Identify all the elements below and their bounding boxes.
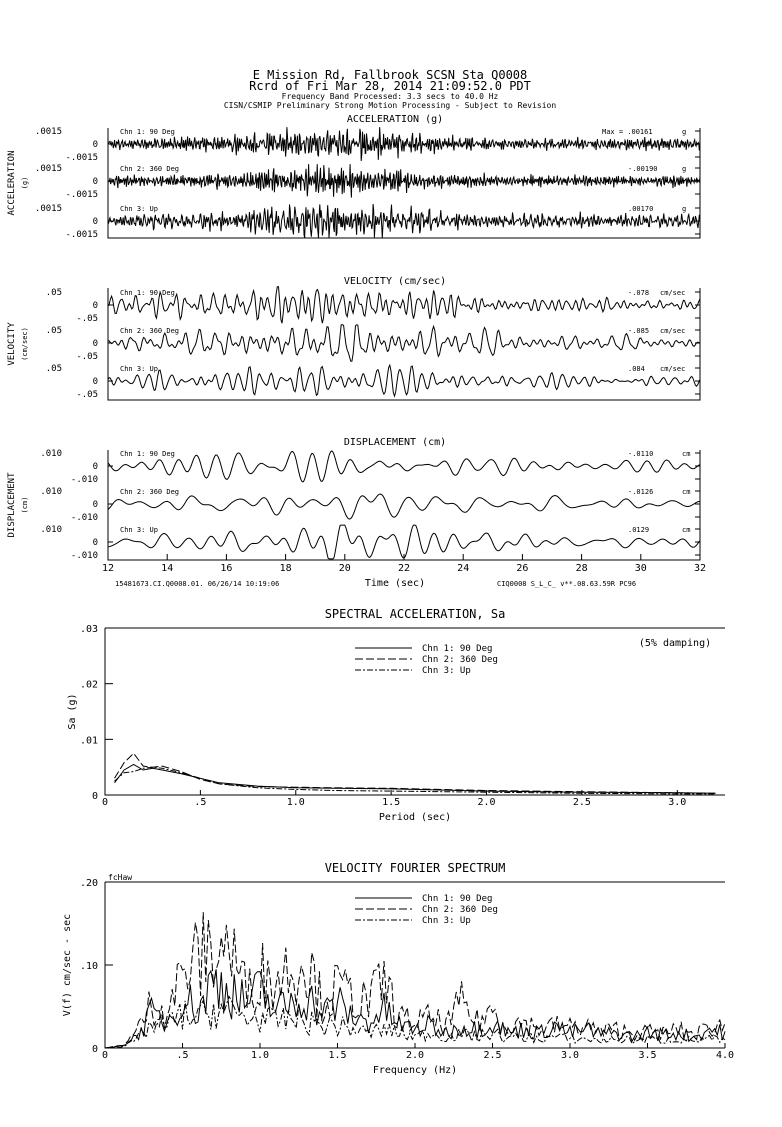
y-tick-label: .05: [45, 364, 62, 374]
y-tick-label: 0: [92, 462, 98, 472]
channel-label: Chn 3: Up: [120, 365, 158, 373]
side-label: VELOCITY: [7, 322, 17, 366]
x-tick-label: 4.0: [715, 1050, 735, 1061]
peak-value: .084: [628, 365, 645, 373]
peak-unit: g: [682, 165, 687, 173]
peak-value: -.0110: [628, 450, 654, 458]
y-tick-label: .010: [40, 525, 62, 535]
x-tick-label: 3.0: [560, 1050, 580, 1061]
y-tick-label: .0015: [34, 204, 62, 214]
y-tick-label: .01: [79, 735, 98, 747]
time-axis-label: Time (sec): [364, 578, 426, 589]
y-tick-label: 0: [92, 301, 98, 311]
waveform-trace: [108, 325, 700, 361]
waveform-trace: [108, 164, 700, 198]
axes: [105, 628, 725, 795]
peak-value: -.00190: [628, 165, 658, 173]
y-tick-label: 0: [92, 538, 98, 548]
legend-label-1: Chn 1: 90 Deg: [422, 644, 493, 654]
y-tick-label: -.0015: [65, 153, 98, 163]
y-tick-label: 0: [91, 1044, 98, 1055]
x-tick-label: 2.5: [572, 797, 591, 808]
y-tick-label: .010: [40, 449, 62, 459]
legend-label-2: Chn 2: 360 Deg: [422, 655, 498, 665]
x-tick-label: 2.5: [483, 1050, 502, 1061]
time-tick-label: 30: [634, 563, 647, 574]
panel-frame: [108, 450, 700, 560]
y-tick-label: 0: [92, 217, 98, 227]
waveform-trace: [108, 525, 700, 559]
legend-label-1: Chn 1: 90 Deg: [422, 894, 493, 904]
velocity-fourier-spectrum-chart: [62, 861, 734, 1076]
time-tick-label: 12: [101, 563, 115, 574]
processing-note: CISN/CSMIP Preliminary Strong Motion Processing - Subject to Revision: [223, 101, 557, 110]
spectral-acceleration-chart: [67, 607, 725, 823]
waveform-trace: [108, 451, 700, 482]
y-axis-label: Sa (g): [67, 693, 78, 730]
y-tick-label: -.010: [70, 513, 98, 523]
peak-value: .00170: [628, 205, 654, 213]
y-tick-label: 0: [92, 500, 98, 510]
time-tick-label: 18: [279, 563, 292, 574]
x-tick-label: 1.5: [382, 797, 401, 808]
y-tick-label: .05: [45, 288, 62, 298]
series-line-2: [115, 753, 716, 793]
y-tick-label: .02: [79, 679, 98, 691]
y-tick-label: 0: [92, 140, 98, 150]
peak-unit: cm/sec: [660, 365, 686, 373]
channel-label: Chn 2: 360 Deg: [120, 327, 180, 335]
x-tick-label: .5: [194, 797, 207, 808]
axes: [105, 882, 725, 1048]
y-tick-label: .05: [45, 326, 62, 336]
channel-label: Chn 1: 90 Deg: [120, 289, 175, 297]
time-tick-label: 14: [161, 563, 174, 574]
panel-title: ACCELERATION (g): [346, 114, 444, 125]
x-tick-label: 0: [101, 797, 109, 808]
time-tick-label: 22: [397, 563, 411, 574]
x-tick-label: 3.5: [638, 1050, 657, 1061]
unit-label: (cm): [21, 496, 29, 514]
y-tick-label: 0: [92, 339, 98, 349]
chart-title: SPECTRAL ACCELERATION, Sa: [324, 607, 506, 621]
time-history-panels: [7, 114, 700, 561]
record-id: 15481673.CI.Q0008.01. 06/26/14 10:19:06: [115, 580, 280, 588]
peak-unit: g: [682, 205, 687, 213]
side-label: DISPLACEMENT: [7, 472, 17, 538]
channel-label: Chn 2: 360 Deg: [120, 488, 180, 496]
x-tick-label: .5: [176, 1050, 189, 1061]
y-tick-label: .03: [79, 624, 98, 635]
y-tick-label: .10: [79, 961, 98, 972]
peak-value: -.085: [628, 327, 650, 335]
time-tick-label: 24: [457, 563, 470, 574]
corner-label: fcHaw: [108, 873, 133, 882]
waveform-trace: [108, 365, 700, 396]
peak-unit: cm: [682, 450, 691, 458]
y-tick-label: 0: [92, 177, 98, 187]
channel-label: Chn 3: Up: [120, 205, 158, 213]
panel-title: DISPLACEMENT (cm): [343, 437, 447, 448]
x-tick-label: 1.0: [286, 797, 305, 808]
y-tick-label: .0015: [34, 164, 62, 174]
y-tick-label: -.0015: [65, 190, 98, 200]
x-axis-label: Frequency (Hz): [372, 1065, 458, 1076]
channel-label: Chn 1: 90 Deg: [120, 128, 175, 136]
y-tick-label: -.010: [70, 475, 98, 485]
peak-value: -.0126: [628, 488, 654, 496]
peak-unit: cm: [682, 526, 691, 534]
unit-label: (g): [21, 176, 29, 190]
peak-unit: g: [682, 128, 687, 136]
frequency-band: Frequency Band Processed: 3.3 secs to 40.0 Hz: [281, 92, 499, 101]
channel-label: Chn 1: 90 Deg: [120, 450, 175, 458]
y-tick-label: 0: [91, 791, 98, 802]
legend-label-3: Chn 3: Up: [422, 916, 471, 926]
y-tick-label: -.010: [70, 551, 98, 561]
time-tick-label: 28: [575, 563, 588, 574]
y-axis-label: V(f) cm/sec - sec: [62, 913, 73, 1017]
waveform-trace: [108, 204, 700, 238]
peak-value: -.078: [628, 289, 650, 297]
unit-label: (cm/sec): [21, 327, 29, 361]
x-tick-label: 1.5: [328, 1050, 347, 1061]
peak-value: .0129: [628, 526, 650, 534]
peak-unit: cm: [682, 488, 691, 496]
y-tick-label: 0: [92, 377, 98, 387]
time-tick-label: 32: [693, 563, 707, 574]
side-label: ACCELERATION: [7, 150, 17, 216]
x-tick-label: 3.0: [668, 797, 687, 808]
x-axis-label: Period (sec): [378, 812, 452, 823]
time-axis: [102, 554, 706, 589]
panel-title: VELOCITY (cm/sec): [343, 276, 447, 287]
y-tick-label: .20: [79, 878, 98, 889]
header: [224, 68, 557, 110]
x-tick-label: 2.0: [477, 797, 496, 808]
y-tick-label: -.0015: [65, 230, 98, 240]
record-time: Rcrd of Fri Mar 28, 2014 21:09:52.0 PDT: [249, 79, 531, 93]
peak-value: Max = .00161: [602, 128, 653, 136]
peak-unit: cm/sec: [660, 289, 686, 297]
legend-label-3: Chn 3: Up: [422, 666, 471, 676]
y-tick-label: -.05: [76, 314, 98, 324]
x-tick-label: 0: [101, 1050, 109, 1061]
legend-label-2: Chn 2: 360 Deg: [422, 905, 498, 915]
peak-unit: cm/sec: [660, 327, 686, 335]
series-line-2: [105, 912, 725, 1048]
time-ticks: [102, 554, 706, 574]
y-tick-label: -.05: [76, 352, 98, 362]
waveform-trace: [108, 494, 700, 519]
panel-2: [7, 437, 700, 561]
y-tick-label: -.05: [76, 390, 98, 400]
time-tick-label: 16: [220, 563, 233, 574]
processing-id: CIQ0008 S_L_C_ v**.08.63.59R PC96: [497, 580, 637, 588]
channel-label: Chn 3: Up: [120, 526, 158, 534]
x-tick-label: 1.0: [250, 1050, 270, 1061]
panel-1: [7, 276, 700, 400]
waveform-trace: [108, 287, 700, 323]
y-tick-label: .010: [40, 487, 62, 497]
damping-note: (5% damping): [638, 638, 712, 649]
chart-title: VELOCITY FOURIER SPECTRUM: [324, 861, 506, 875]
station-title: E Mission Rd, Fallbrook SCSN Sta Q0008: [252, 68, 528, 82]
x-tick-label: 2.0: [405, 1050, 425, 1061]
panel-0: [7, 114, 700, 240]
time-tick-label: 26: [516, 563, 529, 574]
time-tick-label: 20: [338, 563, 351, 574]
y-tick-label: .0015: [34, 127, 62, 137]
channel-label: Chn 2: 360 Deg: [120, 165, 180, 173]
